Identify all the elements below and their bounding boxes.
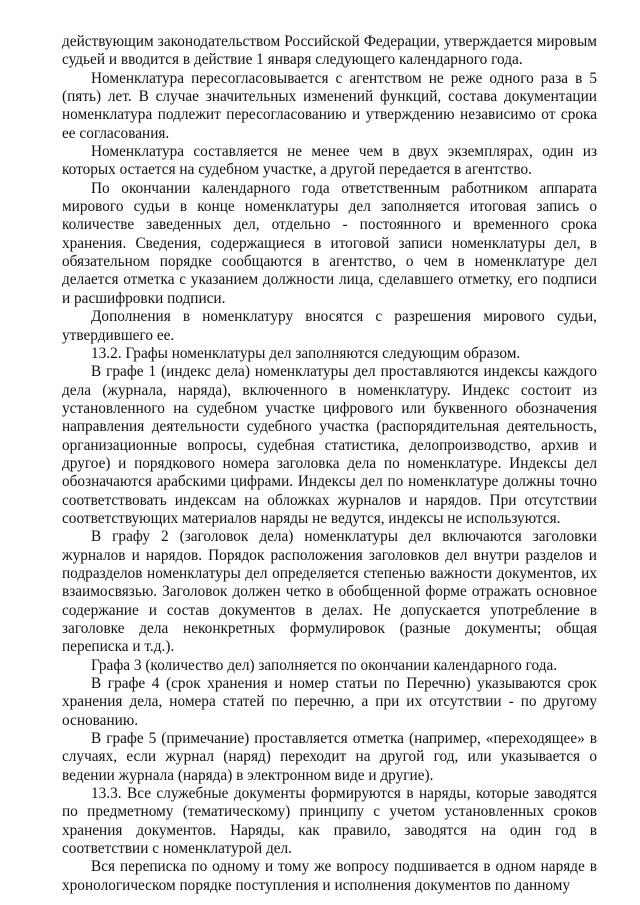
paragraph-6-section-13-2: 13.2. Графы номенклатуры дел заполняются следующим образом. (91, 344, 521, 362)
paragraph-8-column-2: В графу 2 (заголовок дела) номенклатуры дел включаются заголовки журналов и нарядов. Порядок расположения заголовков дел внутри разделов и подразделов номенклатуры дел определяется степенью важности документов, их взаимосвязью. Заголовок должен четко в обобщенной форме отражать основное содержание и состав документов в делах. Не допускается употребление в заголовке дела неконкретных формулировок (разные документы; общая переписка и т.д.). (62, 528, 597, 656)
document-page (62, 33, 597, 895)
paragraph-4: По окончании календарного года ответственным работником аппарата мирового судьи в конце номенклатуры дел заполняется итоговая запись о количестве заведенных дел, отдельно - постоянного и временного срока хранения. Сведения, содержащиеся в итоговой записи номенклатуры дел, в обязательном порядке сообщаются в агентство, о чем в номенклатуре дел делается отметка с указанием должности лица, сделавшего отметку, его подписи и расшифровки подписи. (62, 179, 597, 307)
paragraph-10-column-4: В графе 4 (срок хранения и номер статьи по Перечню) указываются срок хранения дела, номера статей по перечню, а при их отсутствии - по другому основанию. (62, 675, 597, 729)
paragraph-5: Дополнения в номенклатуру вносятся с разрешения мирового судьи, утвердившего ее. (62, 308, 597, 344)
paragraph-13: Вся переписка по одному и тому же вопросу подшивается в одном наряде в хронологическом порядке поступления и исполнения документов по данному (62, 858, 597, 894)
paragraph-2: Номенклатура пересогласовывается с агентством не реже одного раза в 5 (пять) лет. В случае значительных изменений функций, состава документации номенклатура подлежит пересогласованию и утверждению независимо от срока ее согласования. (62, 69, 597, 142)
paragraph-3: Номенклатура составляется не менее чем в двух экземплярах, один из которых остается на судебном участке, а другой передается в агентство. (62, 143, 597, 179)
paragraph-7-column-1: В графе 1 (индекс дела) номенклатуры дел проставляются индексы каждого дела (журнала, наряда), включенного в номенклатуру. Индекс состоит из установленного на судебном участке цифрового или буквенного обозначения направления деятельности судебного участка (распорядительная деятельность, организационные вопросы, судебная статистика, делопроизводство, архив и другое) и порядкового номера заголовка дела по номенклатуре. Индексы дел обозначаются арабскими цифрами. Индексы дел по номенклатуре должны точно соответствовать индексам на обложках журналов и нарядов. При отсутствии соответствующих материалов наряды не ведутся, индексы не используются. (62, 363, 597, 527)
paragraph-12-section-13-3: 13.3. Все служебные документы формируются в наряды, которые заводятся по предметному (тематическому) принципу с учетом установленных сроков хранения документов. Наряды, как правило, заводятся на один год в соответствии с номенклатурой дел. (62, 785, 597, 858)
paragraph-11-column-5: В графе 5 (примечание) проставляется отметка (например, «переходящее» в случаях, если журнал (наряд) переходит на другой год, или указывается о ведении журнала (наряда) в электронном виде и другие). (62, 730, 597, 784)
paragraph-1: действующим законодательством Российской Федерации, утверждается мировым судьей и вводится в действие 1 января следующего календарного года. (62, 33, 597, 69)
paragraph-9-column-3: Графа 3 (количество дел) заполняется по окончании календарного года. (91, 656, 558, 674)
